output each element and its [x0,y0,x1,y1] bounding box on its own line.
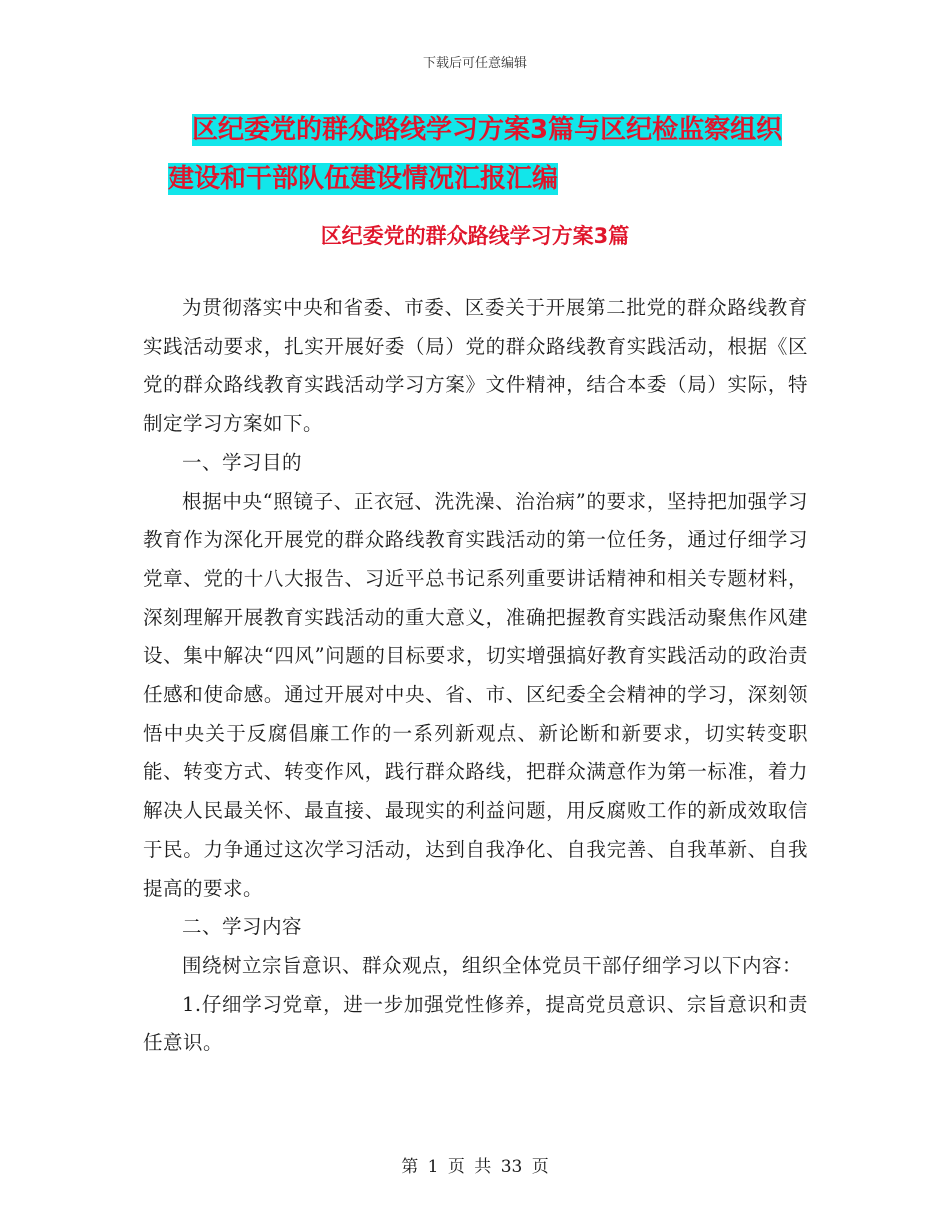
heading-study-content: 二、学习内容 [182,915,303,939]
paragraph-study-content: 围绕树立宗旨意识、群众观点，组织全体党员干部仔细学习以下内容： [182,953,803,977]
title-highlight-1: 区纪委党的群众路线学习方案3篇与区纪检监察组织 [192,115,783,145]
page-footer: 第 1 页 共 33 页 [401,1157,549,1177]
document-title-line-1 [192,106,832,155]
document-body [143,289,808,1063]
header-note: 下载后可任意编辑 [422,56,527,71]
section-title: 区纪委党的群众路线学习方案3篇 [320,224,630,248]
title-highlight-2: 建设和干部队伍建设情况汇报汇编 [168,164,559,194]
paragraph-study-purpose: 根据中央“照镜子、正衣冠、洗洗澡、治治病”的要求，坚持把加强学习教育作为深化开展党的群众路线教育实践活动的第一位任务，通过仔细学习党章、党的十八大报告、习近平总书记系列重要讲话精神和相关专题材料，深刻理解开展教育实践活动的重大意义，准确把握教育实践活动聚焦作风建设、集中解决“四风”问题的目标要求，切实增强搞好教育实践活动的政治责任感和使命感。通过开展对中央、省、市、区纪委全会精神的学习，深刻领悟中央关于反腐倡廉工作的一系列新观点、新论断和新要求，切实转变职能、转变方式、转变作风，践行群众路线，把群众满意作为第一标准，着力解决人民最关怀、最直接、最现实的利益问题，用反腐败工作的新成效取信于民。力争通过这次学习活动，达到自我净化、自我完善、自我革新、自我提高的要求。 [143,489,808,900]
document-title-line-2 [168,155,832,204]
paragraph-intro: 为贯彻落实中央和省委、市委、区委关于开展第二批党的群众路线教育实践活动要求，扎实开展好委（局）党的群众路线教育实践活动，根据《区党的群众路线教育实践活动学习方案》文件精神，结合本委（局）实际，特制定学习方案如下。 [143,296,808,436]
paragraph-item-1: 1.仔细学习党章，进一步加强党性修养，提高党员意识、宗旨意识和责任意识。 [143,992,808,1055]
document-title [168,106,832,204]
heading-study-purpose: 一、学习目的 [182,450,303,474]
